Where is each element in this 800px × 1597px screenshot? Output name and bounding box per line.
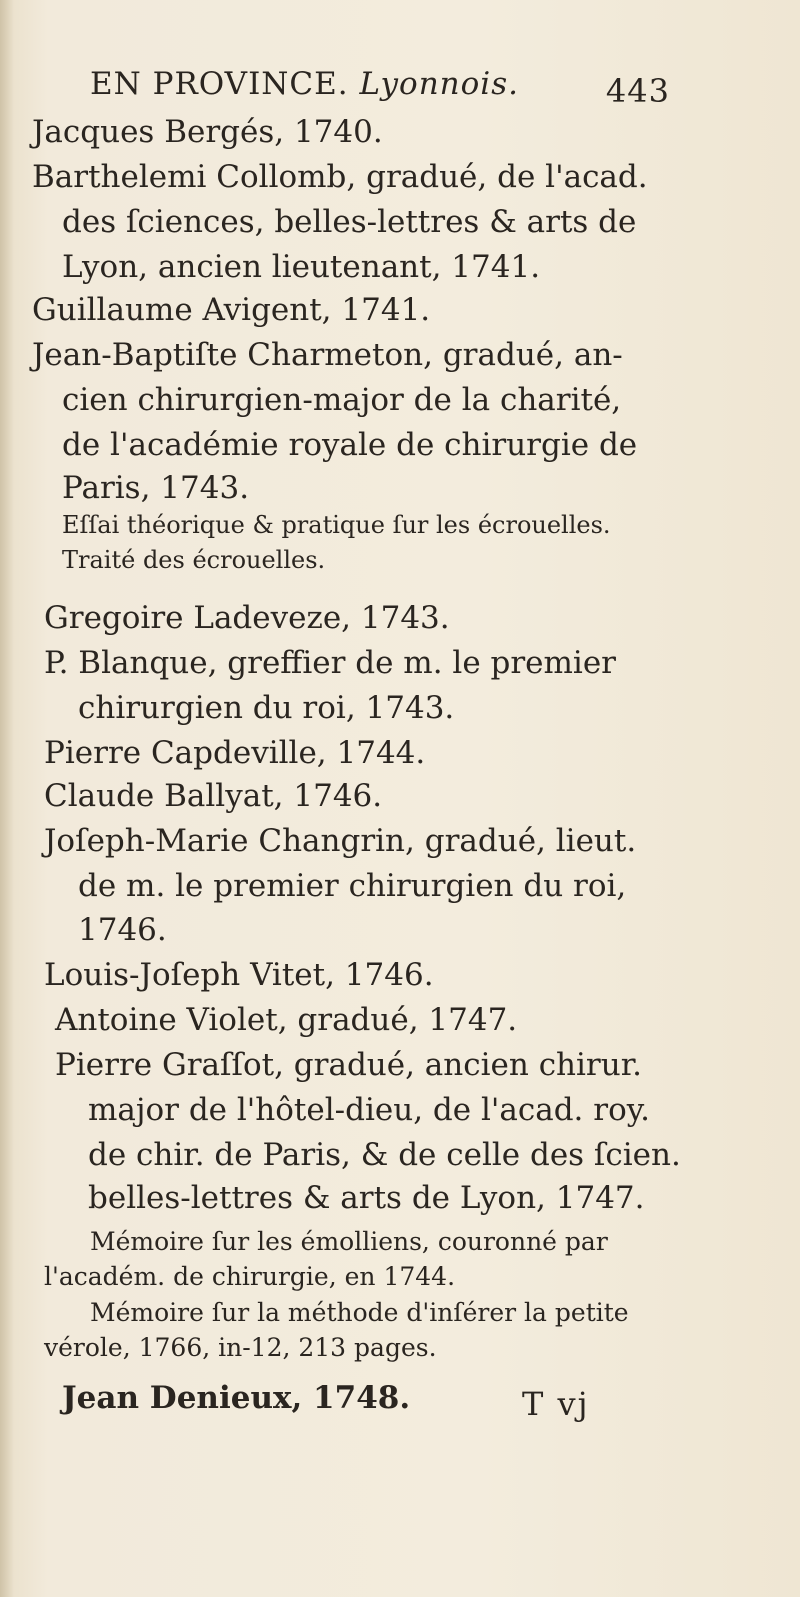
- entry-line: P. Blanque, greffier de m. le premier: [44, 645, 617, 681]
- entry-line: belles-lettres & arts de Lyon, 1747.: [88, 1180, 645, 1216]
- entry-line: de m. le premier chirurgien du roi,: [78, 868, 627, 904]
- entry-line: 1746.: [78, 912, 167, 948]
- entry-line: Joſeph-Marie Changrin, gradué, lieut.: [44, 823, 637, 859]
- entry-line: de l'académie royale de chirurgie de: [62, 427, 638, 463]
- entry-line: Paris, 1743.: [62, 470, 250, 506]
- entry-line: cien chirurgien-major de la charité,: [62, 382, 622, 418]
- running-head-title: [90, 66, 519, 102]
- entry-line: Gregoire Ladeveze, 1743.: [44, 600, 450, 636]
- work-title-line: Traité des écrouelles.: [62, 546, 326, 574]
- entry-line: Pierre Capdeville, 1744.: [44, 735, 426, 771]
- entry-line: Antoine Violet, gradué, 1747.: [55, 1002, 518, 1038]
- entry-line: Jean Denieux, 1748.: [62, 1380, 411, 1416]
- entry-line: Louis-Joſeph Vitet, 1746.: [44, 957, 434, 993]
- work-title-line: Eſſai théorique & pratique ſur les écrouelles.: [62, 511, 611, 539]
- section-title: EN PROVINCE.: [90, 66, 349, 102]
- signature-mark: T vj: [522, 1385, 590, 1423]
- entry-line: Barthelemi Collomb, gradué, de l'acad.: [32, 159, 648, 195]
- work-title-line: l'académ. de chirurgie, en 1744.: [44, 1262, 456, 1291]
- entry-line: des ſciences, belles-lettres & arts de: [62, 204, 637, 240]
- entry-line: major de l'hôtel-dieu, de l'acad. roy.: [88, 1092, 650, 1128]
- entry-line: Guillaume Avigent, 1741.: [32, 292, 431, 328]
- entry-line: Lyon, ancien lieutenant, 1741.: [62, 249, 541, 285]
- work-title-line: vérole, 1766, in-12, 213 pages.: [44, 1333, 437, 1362]
- entry-line: de chir. de Paris, & de celle des ſcien.: [88, 1137, 681, 1173]
- region-title: Lyonnois.: [359, 66, 519, 102]
- entry-line: Pierre Graſſot, gradué, ancien chirur.: [55, 1047, 642, 1083]
- running-head: [90, 66, 670, 116]
- page-number: 443: [605, 72, 670, 110]
- entry-line: Jean-Baptiſte Charmeton, gradué, an-: [32, 337, 623, 373]
- entry-line: chirurgien du roi, 1743.: [78, 690, 455, 726]
- work-title-line: Mémoire ſur la méthode d'inſérer la petite: [90, 1298, 629, 1327]
- entry-line: Claude Ballyat, 1746.: [44, 778, 383, 814]
- entry-line: Jacques Bergés, 1740.: [32, 114, 383, 150]
- work-title-line: Mémoire ſur les émolliens, couronné par: [90, 1227, 608, 1256]
